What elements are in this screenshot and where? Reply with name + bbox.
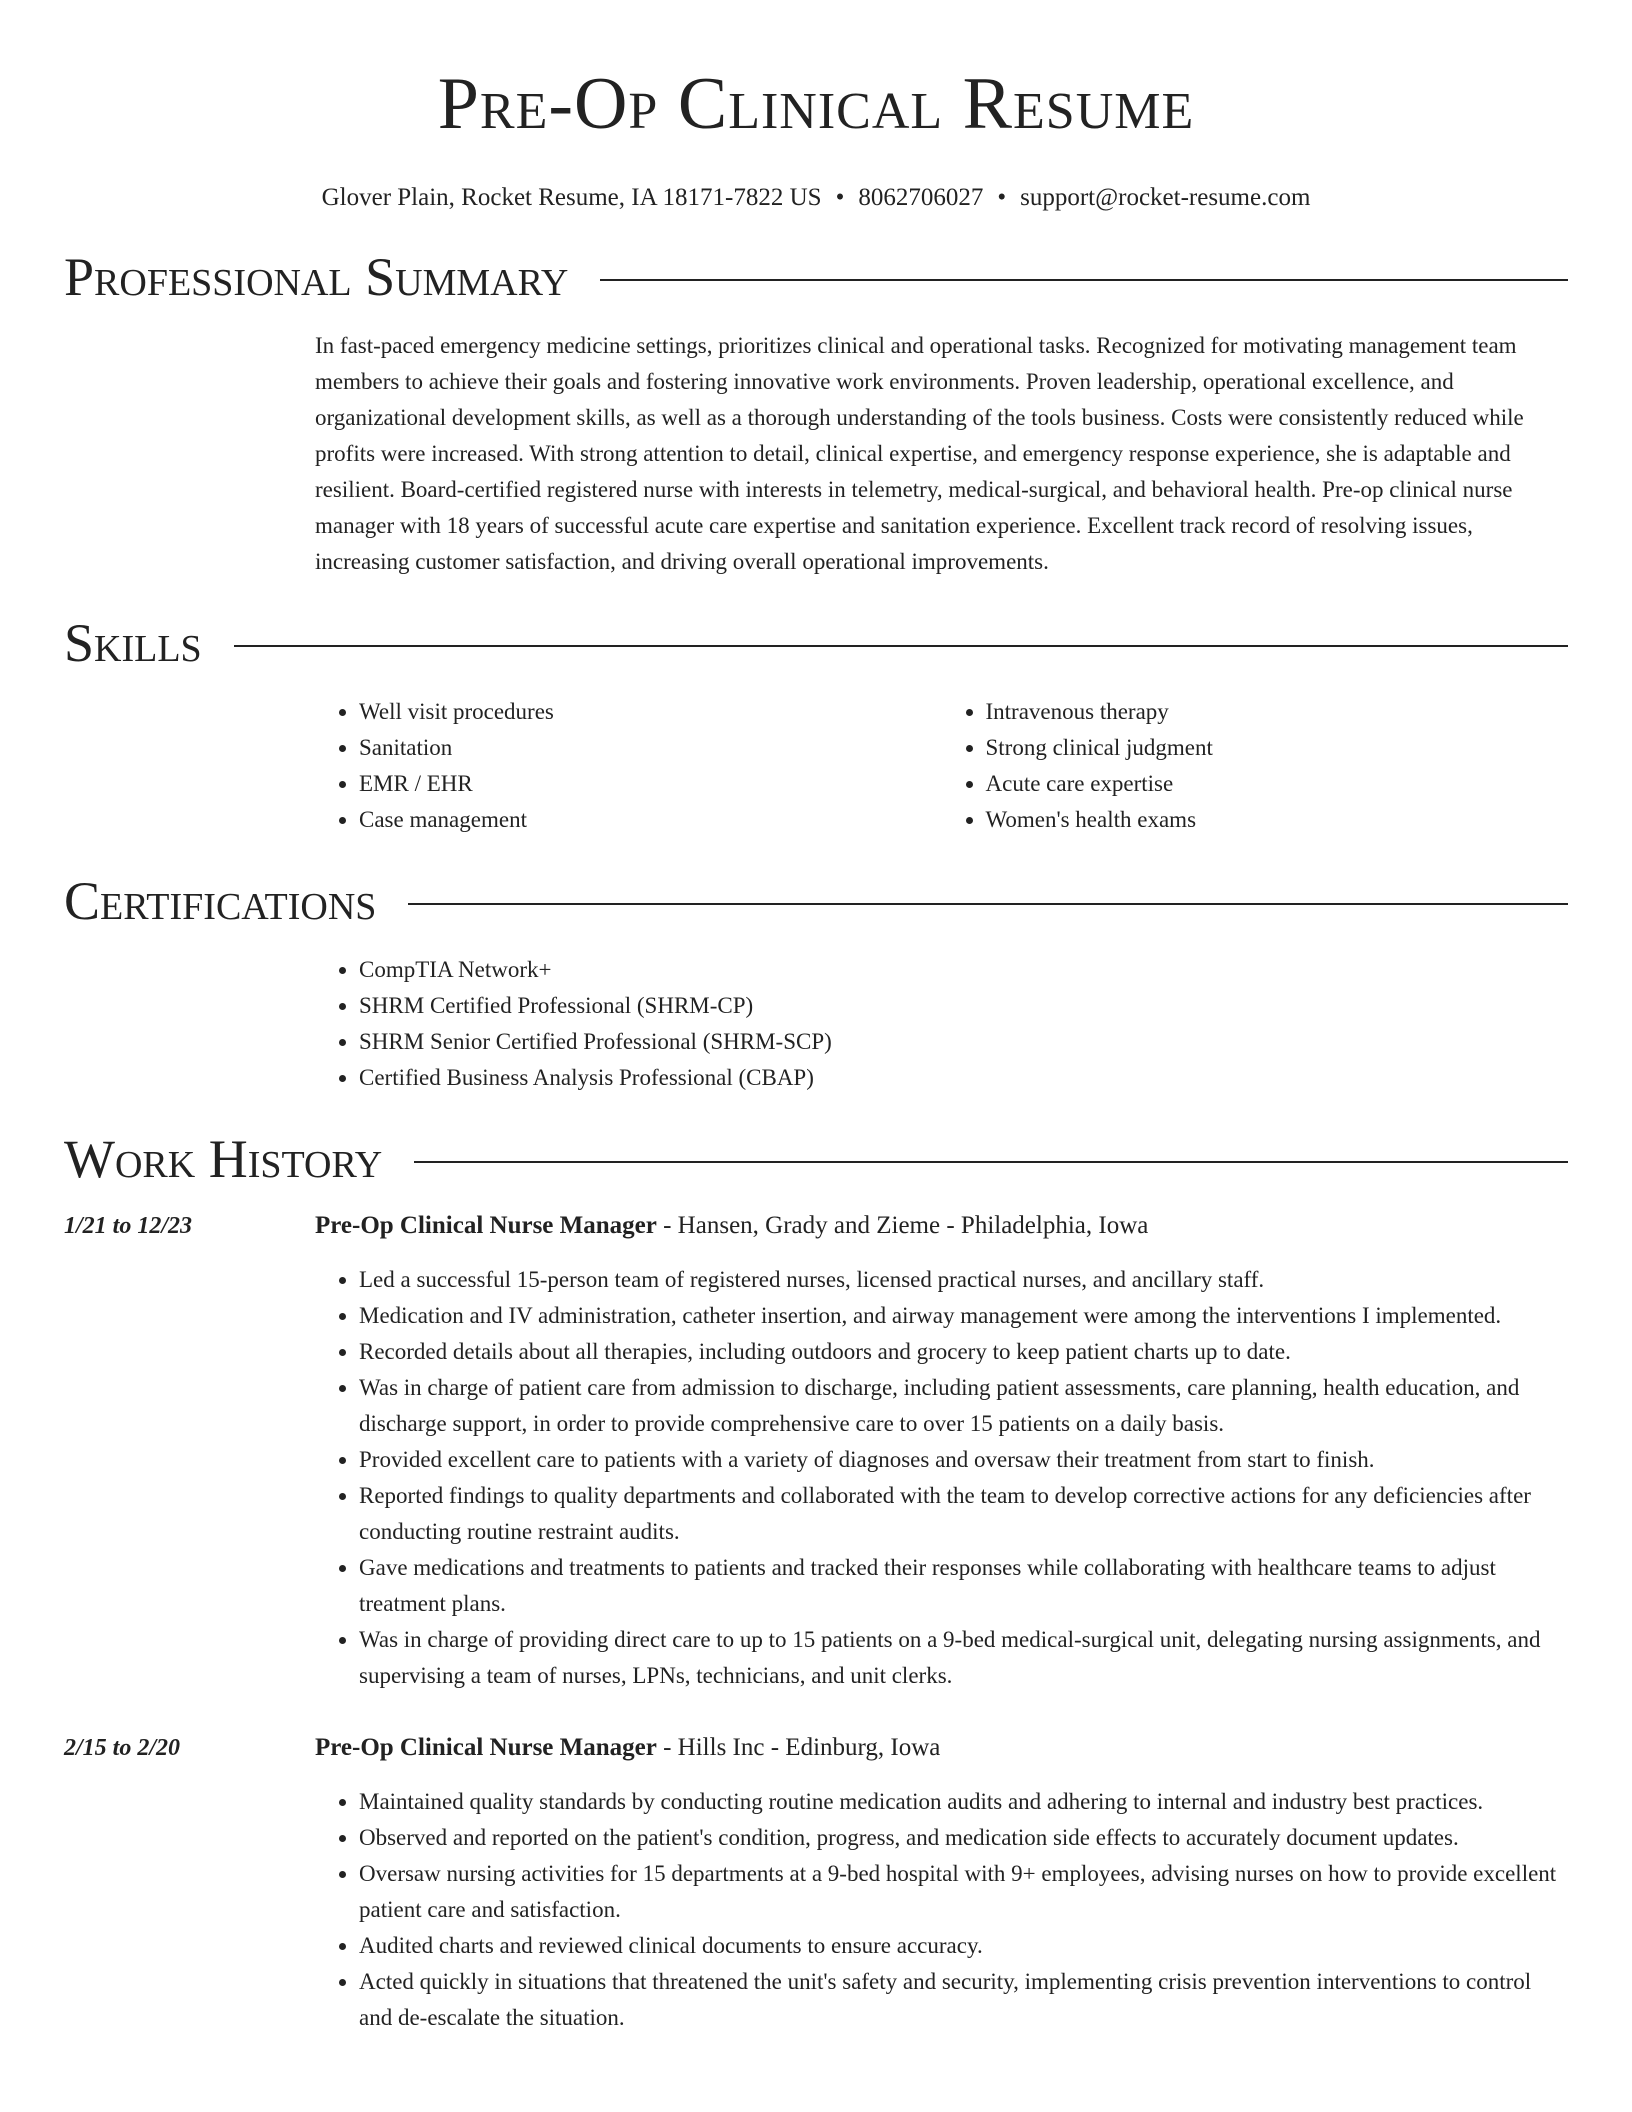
certification-item: • CompTIA Network+ [359,952,1568,988]
job-company: - Hills Inc - Edinburg, Iowa [656,1734,941,1761]
job-bullet: • Medication and IV administration, catheter insertion, and airway management were among the interventions I implemented. [359,1298,1568,1334]
job-details [315,1730,1568,2036]
contact-separator: • [997,184,1007,211]
summary-text: In fast-paced emergency medicine settings, prioritizes clinical and operational tasks. Recognized for motivating management team members to achieve their goals and fostering innovative work environments. Proven leadership, operational excellence, and organizational development skills, as well as a thorough understanding of the tools business. Costs were consistently reduced while profits were increased. With strong attention to detail, clinical expertise, and emergency response experience, she is adaptable and resilient. Board-certified registered nurse with interests in telemetry, medical-surgical, and behavioral health. Pre-op clinical nurse manager with 18 years of successful acute care expertise and sanitation experience. Excellent track record of resolving issues, increasing customer satisfaction, and driving overall operational improvements. [315,333,1524,574]
job-bullet: • Gave medications and treatments to patients and tracked their responses while collaborating with healthcare teams to adjust treatment plans. [359,1550,1568,1622]
job-bullet: • Reported findings to quality departments and collaborated with the team to develop corrective actions for any deficiencies after conducting routine restraint audits. [359,1478,1568,1550]
summary-section [315,328,1568,580]
skill-item: • Acute care expertise [986,766,1569,802]
skill-item: • Sanitation [359,730,942,766]
certification-item: • SHRM Senior Certified Professional (SHRM-SCP) [359,1024,1568,1060]
skill-item: • Well visit procedures [359,694,942,730]
job-title: Pre-Op Clinical Nurse Manager [315,1212,657,1239]
contact-email: support@rocket-resume.com [1020,184,1311,211]
section-divider [234,645,1568,647]
job-bullet-list [315,1784,1568,2036]
section-divider [600,279,1568,281]
work-history-section-header [64,1126,1568,1192]
contact-separator: • [835,184,845,211]
job-bullet: • Oversaw nursing activities for 15 departments at a 9-bed hospital with 9+ employees, advising nurses on how to provide excellent patient care and satisfaction. [359,1856,1568,1928]
certifications-heading: Certifications [64,871,377,931]
skills-section [315,694,1568,838]
summary-section-header [64,244,1568,310]
section-divider [414,1161,1568,1163]
job-bullet: • Provided excellent care to patients with a variety of diagnoses and oversaw their treatment from start to finish. [359,1442,1568,1478]
certifications-list [315,952,1568,1096]
certification-item: • SHRM Certified Professional (SHRM-CP) [359,988,1568,1024]
job-bullet: • Acted quickly in situations that threatened the unit's safety and security, implementing crisis prevention interventions to control and de-escalate the situation. [359,1964,1568,2036]
skills-section-header [64,610,1568,676]
contact-address: Glover Plain, Rocket Resume, IA 18171-7822 US [321,184,822,211]
job-title-line [315,1208,1568,1244]
work-history-heading: Work History [64,1129,383,1189]
skill-item: • Women's health exams [986,802,1569,838]
contact-line [64,182,1568,214]
skills-list-left [315,694,942,838]
job-bullet-list [315,1262,1568,1694]
resume-page [64,0,1568,2036]
skills-heading: Skills [64,613,202,673]
skill-item: • Strong clinical judgment [986,730,1569,766]
job-entry [64,1730,1568,2036]
job-title-line [315,1730,1568,1766]
job-title: Pre-Op Clinical Nurse Manager [315,1734,657,1761]
skill-item: • Intravenous therapy [986,694,1569,730]
skill-item: • Case management [359,802,942,838]
job-bullet: • Audited charts and reviewed clinical documents to ensure accuracy. [359,1928,1568,1964]
skill-item: • EMR / EHR [359,766,942,802]
job-dates: 1/21 to 12/23 [64,1213,193,1239]
resume-title: Pre-Op Clinical Resume [437,63,1195,145]
summary-heading: Professional Summary [64,247,569,307]
job-dates: 2/15 to 2/20 [64,1735,181,1761]
skills-list-right [942,694,1569,838]
job-bullet: • Was in charge of providing direct care to up to 15 patients on a 9-bed medical-surgical unit, delegating nursing assignments, and supervising a team of nurses, LPNs, technicians, and unit clerks. [359,1622,1568,1694]
contact-phone: 8062706027 [858,184,984,211]
section-divider [408,903,1568,905]
job-company: - Hansen, Grady and Zieme - Philadelphia, Iowa [656,1212,1149,1239]
job-bullet: • Led a successful 15-person team of registered nurses, licensed practical nurses, and ancillary staff. [359,1262,1568,1298]
certifications-section-header [64,868,1568,934]
certifications-section [315,952,1568,1096]
certification-item: • Certified Business Analysis Professional (CBAP) [359,1060,1568,1096]
job-entry [64,1208,1568,1694]
job-bullet: • Maintained quality standards by conducting routine medication audits and adhering to internal and industry best practices. [359,1784,1568,1820]
job-details [315,1208,1568,1694]
job-bullet: • Recorded details about all therapies, including outdoors and grocery to keep patient charts up to date. [359,1334,1568,1370]
job-bullet: • Was in charge of patient care from admission to discharge, including patient assessments, care planning, health education, and discharge support, in order to provide comprehensive care to over 15 patients on a daily basis. [359,1370,1568,1442]
job-bullet: • Observed and reported on the patient's condition, progress, and medication side effects to accurately document updates. [359,1820,1568,1856]
